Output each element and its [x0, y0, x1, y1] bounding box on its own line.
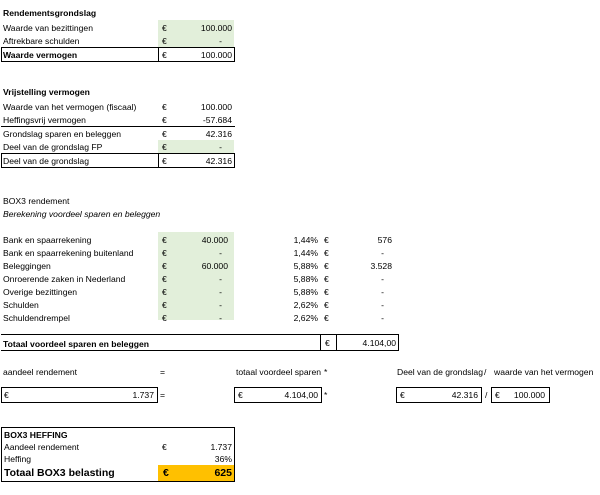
totaal-voordeel-cell[interactable]: 4.104,00 [284, 390, 318, 400]
sum-line [1, 126, 235, 127]
currency-symbol: € [162, 287, 167, 297]
percentage-cell: 2,62% [293, 300, 318, 310]
currency-symbol: € [324, 274, 329, 284]
cell-divider [158, 154, 159, 167]
row-label: Deel van de grondslag FP [3, 142, 103, 152]
onroerende-zaken-cell[interactable]: - [219, 274, 222, 284]
vrijstelling-title: Vrijstelling vermogen [3, 87, 90, 97]
bank-buitenland-cell[interactable]: - [219, 248, 222, 258]
currency-symbol: € [324, 287, 329, 297]
formula-label-waarde: waarde van het vermogen [494, 367, 594, 377]
formula-label-totaal: totaal voordeel sparen [236, 367, 322, 377]
row-label: Heffing [4, 454, 32, 464]
currency-symbol: € [162, 442, 167, 452]
deel-grondslag-cell[interactable]: 42.316 [205, 156, 232, 166]
result-cell: - [381, 300, 384, 310]
box3-subtitle: Berekening voordeel sparen en beleggen [3, 209, 161, 219]
currency-symbol: € [162, 235, 167, 245]
grondslag-cell[interactable]: 42.316 [205, 129, 232, 139]
total-voordeel-cell[interactable]: 4.104,00 [362, 338, 396, 348]
equals-sign: = [160, 390, 166, 400]
result-cell: - [381, 287, 384, 297]
total-voordeel-label: Totaal voordeel sparen en beleggen [3, 339, 149, 349]
currency-symbol: € [162, 142, 167, 152]
slash-sign: / [485, 390, 488, 400]
heffing-percentage-cell[interactable]: 36% [214, 454, 232, 464]
result-cell: - [381, 274, 384, 284]
box3-title: BOX3 rendement [3, 196, 70, 206]
currency-symbol: € [162, 261, 167, 271]
formula-label-aandeel: aandeel rendement [3, 367, 78, 377]
equals-sign: = [160, 367, 166, 377]
currency-symbol: € [324, 313, 329, 323]
row-label: Aftrekbare schulden [3, 36, 80, 46]
currency-symbol: € [162, 115, 167, 125]
currency-symbol: € [162, 156, 167, 166]
currency-symbol: € [162, 313, 167, 323]
currency-symbol: € [162, 102, 167, 112]
overige-bezittingen-cell[interactable]: - [219, 287, 222, 297]
currency-symbol: € [325, 338, 330, 348]
aandeel-rendement-cell[interactable]: 1.737 [132, 390, 154, 400]
row-label: Schulden [3, 300, 39, 310]
currency-symbol: € [162, 36, 167, 46]
multiply-sign: * [324, 367, 328, 377]
section-bottom-line [1, 350, 321, 351]
currency-symbol: € [162, 248, 167, 258]
currency-symbol: € [162, 274, 167, 284]
row-label: Aandeel rendement [4, 442, 80, 452]
grondslag-fp-cell[interactable]: - [219, 142, 222, 152]
percentage-cell: 5,88% [293, 261, 318, 271]
row-label: Overige bezittingen [3, 287, 78, 297]
row-label: Grondslag sparen en beleggen [3, 129, 122, 139]
currency-symbol: € [324, 248, 329, 258]
row-label: Waarde van het vermogen (fiscaal) [3, 102, 137, 112]
heffing-aandeel-cell[interactable]: 1.737 [210, 442, 232, 452]
currency-symbol: € [162, 300, 167, 310]
result-cell: - [381, 248, 384, 258]
row-label: Bank en spaarrekening buitenland [3, 248, 134, 258]
row-label: Beleggingen [3, 261, 51, 271]
currency-symbol: € [400, 390, 405, 400]
total-label: Deel van de grondslag [3, 156, 89, 166]
percentage-cell: 2,62% [293, 313, 318, 323]
percentage-cell: 5,88% [293, 274, 318, 284]
currency-symbol: € [324, 300, 329, 310]
waarde-vermogen-cell[interactable]: 100.000 [200, 50, 232, 60]
cell-divider [158, 48, 159, 61]
beleggingen-cell[interactable]: 60.000 [201, 261, 228, 271]
result-cell: 576 [377, 235, 392, 245]
formula-label-deel: Deel van de grondslag [397, 367, 483, 377]
currency-symbol: € [4, 390, 9, 400]
multiply-sign: * [324, 390, 328, 400]
currency-symbol: € [162, 50, 167, 60]
row-label: Bank en spaarrekening [3, 235, 92, 245]
total-belasting-label: Totaal BOX3 belasting [4, 467, 115, 479]
slash-sign: / [484, 367, 487, 377]
schuldendrempel-cell: - [219, 313, 222, 323]
currency-symbol: € [324, 235, 329, 245]
row-label: Schuldendrempel [3, 313, 70, 323]
currency-symbol: € [162, 129, 167, 139]
currency-symbol: € [162, 23, 167, 33]
currency-symbol: € [495, 390, 500, 400]
percentage-cell: 1,44% [293, 235, 318, 245]
currency-symbol: € [238, 390, 243, 400]
total-label: Waarde vermogen [3, 50, 78, 60]
currency-symbol: € [163, 467, 169, 479]
result-cell: - [381, 313, 384, 323]
heffingsvrij-vermogen-cell[interactable]: -57.684 [202, 115, 232, 125]
row-label: Waarde van bezittingen [3, 23, 93, 33]
result-cell: 3.528 [370, 261, 392, 271]
rendementsgrondslag-title: Rendementsgrondslag [3, 8, 97, 18]
aftrekbare-schulden-cell[interactable]: - [219, 36, 222, 46]
waarde-bezittingen-cell[interactable]: 100.000 [200, 23, 232, 33]
schulden-cell[interactable]: - [219, 300, 222, 310]
row-label: Heffingsvrij vermogen [3, 115, 86, 125]
waarde-fiscaal-cell[interactable]: 100.000 [200, 102, 232, 112]
total-belasting-cell[interactable]: 625 [214, 467, 232, 479]
heffing-title: BOX3 HEFFING [4, 430, 68, 440]
waarde-vermogen-formula-cell[interactable]: 100.000 [513, 390, 545, 400]
currency-symbol: € [324, 261, 329, 271]
row-label: Onroerende zaken in Nederland [3, 274, 126, 284]
bank-spaarrekening-cell[interactable]: 40.000 [201, 235, 228, 245]
percentage-cell: 1,44% [293, 248, 318, 258]
percentage-cell: 5,88% [293, 287, 318, 297]
cell-divider [336, 335, 337, 350]
deel-grondslag-formula-cell[interactable]: 42.316 [451, 390, 478, 400]
